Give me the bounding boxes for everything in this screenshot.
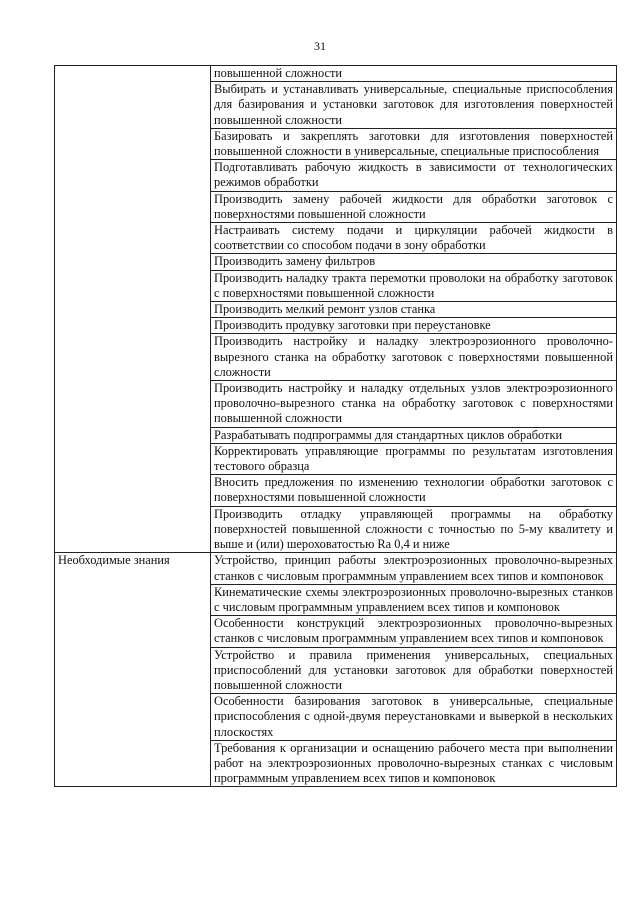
table-row bbox=[55, 553, 617, 584]
list-item: Устройство, принцип работы электроэрозионных проволочно-вырезных станков с числовым программным управлением всех типов и компоновок bbox=[211, 553, 617, 584]
requirements-table bbox=[54, 65, 617, 787]
list-item: Особенности конструкций электроэрозионных проволочно-вырезных станков с числовым программным управлением всех типов и компоновок bbox=[211, 616, 617, 647]
list-item: Производить замену фильтров bbox=[211, 254, 617, 270]
list-item: Особенности базирования заготовок в универсальные, специальные приспособления с одной-двумя переустановками и выверкой в нескольких плоскостях bbox=[211, 694, 617, 741]
section-label: Необходимые знания bbox=[55, 553, 211, 787]
list-item: Настраивать систему подачи и циркуляции рабочей жидкости в соответствии со способом подачи в зону обработки bbox=[211, 223, 617, 254]
list-item: Разрабатывать подпрограммы для стандартных циклов обработки bbox=[211, 427, 617, 443]
list-item: Требования к организации и оснащению рабочего места при выполнении работ на электроэрозионных проволочно-вырезных станках с числовым программным управлением всех типов и компоновок bbox=[211, 740, 617, 787]
list-item: Корректировать управляющие программы по результатам изготовления тестового образца bbox=[211, 443, 617, 474]
list-item: Производить отладку управляющей программы на обработку поверхностей повышенной сложности с точностью по 5-му квалитету и выше и (или) шероховатостью Ra 0,4 и ниже bbox=[211, 506, 617, 553]
list-item: Производить замену рабочей жидкости для обработки заготовок с поверхностями повышенной сложности bbox=[211, 191, 617, 222]
list-item: Производить настройку и наладку электроэрозионного проволочно-вырезного станка на обработку заготовок с поверхностями повышенной сложности bbox=[211, 334, 617, 381]
list-item: Подготавливать рабочую жидкость в зависимости от технологических режимов обработки bbox=[211, 160, 617, 191]
list-item: Кинематические схемы электроэрозионных проволочно-вырезных станков с числовым программным управлением всех типов и компоновок bbox=[211, 584, 617, 615]
list-item: Устройство и правила применения универсальных, специальных приспособлений для установки заготовок для обработки поверхностей повышенной сложности bbox=[211, 647, 617, 694]
list-item: Вносить предложения по изменению технологии обработки заготовок с поверхностями повышенной сложности bbox=[211, 475, 617, 506]
list-item: Производить настройку и наладку отдельных узлов электроэрозионного проволочно-вырезного станка на обработку заготовок с поверхностями повышенной сложности bbox=[211, 381, 617, 428]
list-item: повышенной сложности bbox=[211, 66, 617, 82]
list-item: Производить продувку заготовки при переустановке bbox=[211, 318, 617, 334]
list-item: Выбирать и устанавливать универсальные, специальные приспособления для базирования и установки заготовок для изготовления поверхностей повышенной сложности bbox=[211, 82, 617, 129]
list-item: Производить наладку тракта перемотки проволоки на обработку заготовок с поверхностями повышенной сложности bbox=[211, 270, 617, 301]
list-item: Базировать и закреплять заготовки для изготовления поверхностей повышенной сложности в универсальные, специальные приспособления bbox=[211, 128, 617, 159]
list-item: Производить мелкий ремонт узлов станка bbox=[211, 302, 617, 318]
section-label bbox=[55, 66, 211, 553]
page-number: 31 bbox=[314, 39, 326, 53]
table-row bbox=[55, 66, 617, 82]
